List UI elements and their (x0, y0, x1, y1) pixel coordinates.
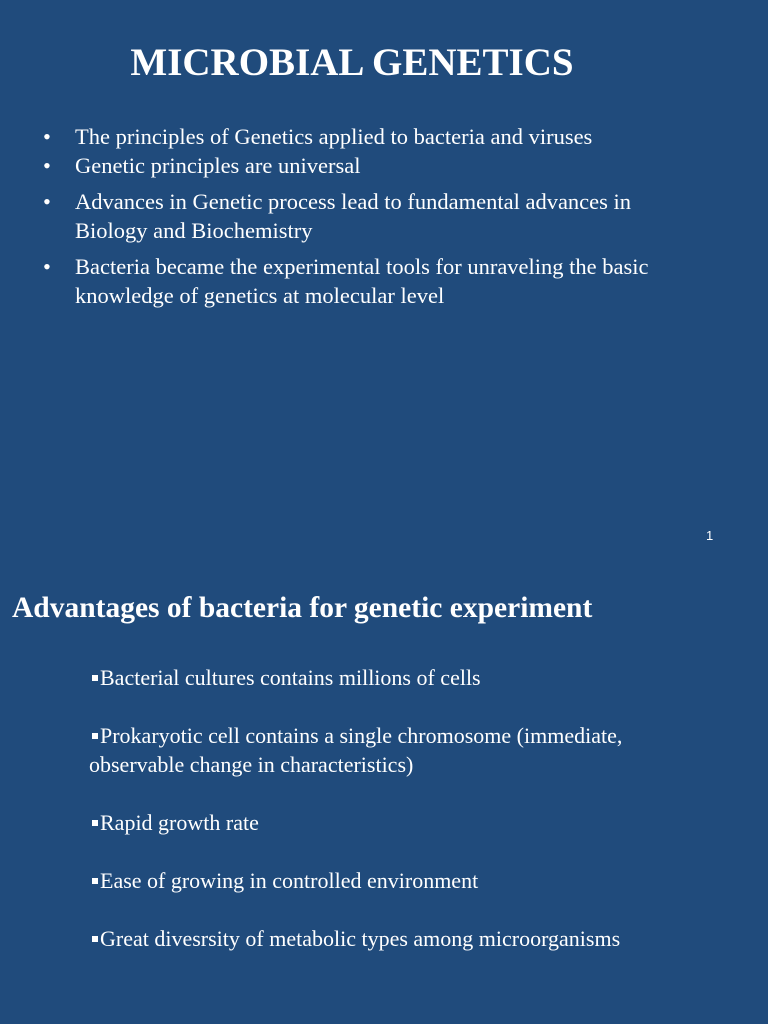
slide-1-title: MICROBIAL GENETICS (130, 41, 574, 84)
list-item: Rapid growth rate (89, 808, 709, 837)
bullet-dot-icon: • (43, 153, 51, 178)
list-item: Prokaryotic cell contains a single chromosome (immediate, observable change in characteristics) (89, 723, 623, 777)
slide-1-bullet-list (40, 122, 700, 310)
square-bullet-icon (92, 733, 98, 739)
square-bullet-icon (92, 878, 98, 884)
list-item: • Genetic principles are universal (43, 153, 361, 178)
square-bullet-icon (92, 936, 98, 942)
bullet-dot-icon: • (43, 124, 51, 149)
list-item: Ease of growing in controlled environment (89, 866, 709, 895)
list-item: • Bacteria became the experimental tools for unraveling the basic knowledge of genetics at molecular level (43, 254, 649, 308)
list-item: • The principles of Genetics applied to bacteria and viruses (43, 124, 593, 149)
slide-2-title: Advantages of bacteria for genetic experiment (12, 592, 593, 624)
page-number: 1 (706, 528, 714, 543)
list-item: Bacterial cultures contains millions of cells (89, 663, 709, 692)
square-bullet-icon (92, 675, 98, 681)
list-item: • Advances in Genetic process lead to fundamental advances in Biology and Biochemistry (43, 189, 632, 243)
bullet-dot-icon: • (43, 254, 51, 279)
slide-2-bullet-list (89, 663, 709, 982)
square-bullet-icon (92, 820, 98, 826)
slide-2 (0, 566, 768, 1024)
list-item: Great divesrsity of metabolic types among microorganisms (89, 924, 709, 953)
bullet-dot-icon: • (43, 189, 51, 214)
